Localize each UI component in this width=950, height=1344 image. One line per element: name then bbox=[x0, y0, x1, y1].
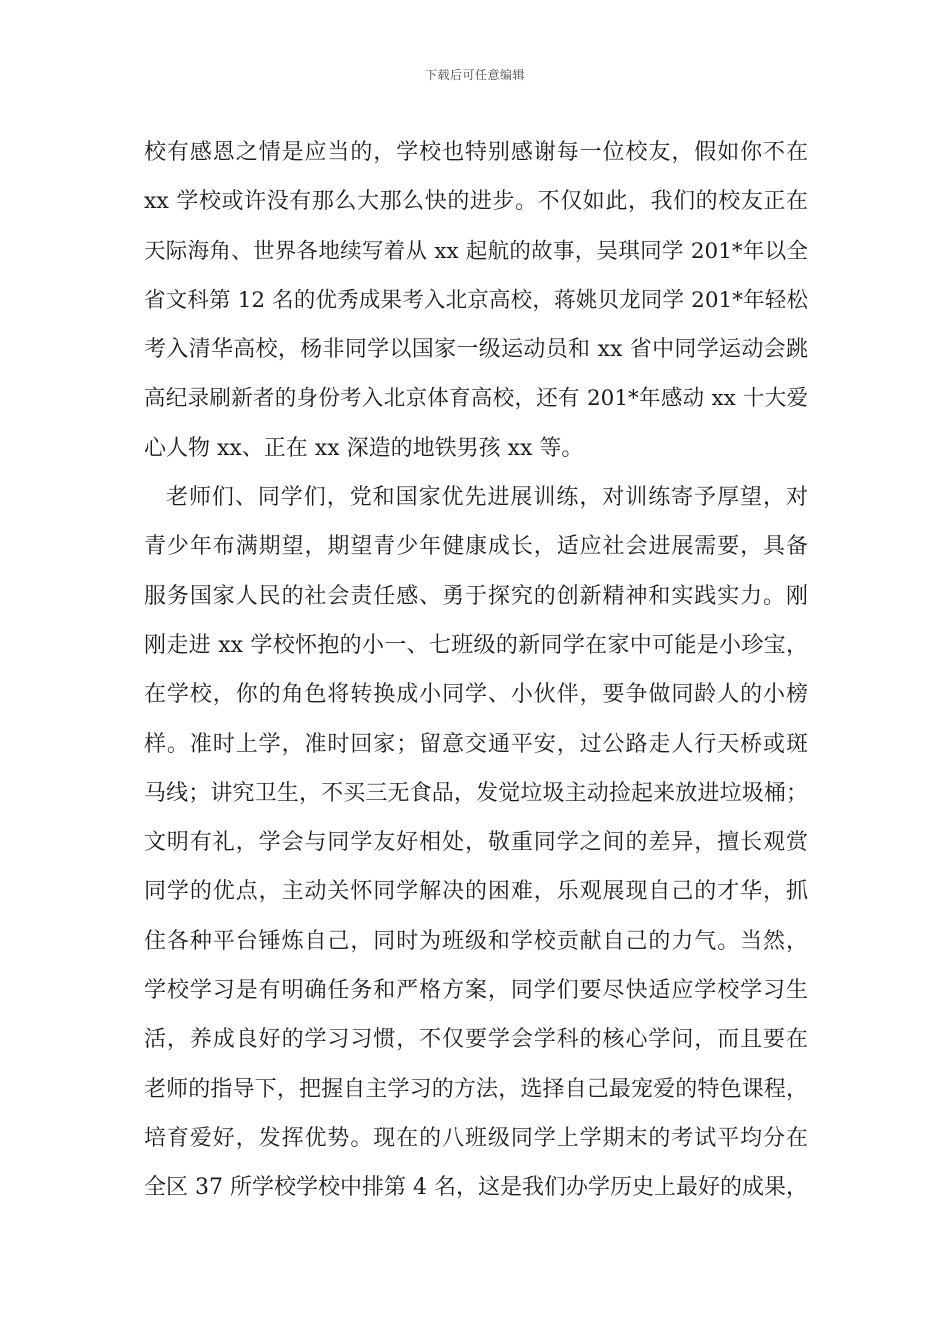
text-line: 培育爱好，发挥优势。现在的八班级同学上学期末的考试平均分在 bbox=[144, 1125, 808, 1151]
text-line: 心人物 xx、正在 xx 深造的地铁男孩 xx 等。 bbox=[144, 435, 584, 461]
text-line: 高纪录刷新者的身份考入北京体育高校，还有 201*年感动 xx 十大爱 bbox=[144, 386, 808, 412]
text-line: 住各种平台锤炼自己，同时为班级和学校贡献自己的力气。当然， bbox=[144, 928, 808, 954]
text-line: 文明有礼，学会与同学友好相处，敬重同学之间的差异，擅长观赏 bbox=[144, 830, 808, 856]
text-line: 学校学习是有明确任务和严格方案，同学们要尽快适应学校学习生 bbox=[144, 978, 808, 1004]
text-line: 样。准时上学，准时回家；留意交通平安，过公路走人行天桥或斑 bbox=[144, 731, 808, 757]
text-line: 天际海角、世界各地续写着从 xx 起航的故事，吴琪同学 201*年以全 bbox=[144, 238, 808, 264]
paragraph-1 bbox=[144, 128, 808, 473]
text-line: 刚走进 xx 学校怀抱的小一、七班级的新同学在家中可能是小珍宝， bbox=[144, 632, 808, 658]
text-line: 同学的优点，主动关怀同学解决的困难，乐观展现自己的才华，抓 bbox=[144, 879, 808, 905]
text-line: 全区 37 所学校学校中排第 4 名，这是我们办学历史上最好的成果， bbox=[144, 1175, 808, 1201]
text-line: 考入清华高校，杨非同学以国家一级运动员和 xx 省中同学运动会跳 bbox=[144, 337, 808, 363]
text-line: 活，养成良好的学习习惯，不仅要学会学科的核心学问，而且要在 bbox=[144, 1027, 808, 1053]
text-line: 马线；讲究卫生，不买三无食品，发觉垃圾主动捡起来放进垃圾桶； bbox=[144, 780, 808, 806]
text-line: 老师的指导下，把握自主学习的方法，选择自己最宠爱的特色课程， bbox=[144, 1076, 808, 1102]
text-line: 省文科第 12 名的优秀成果考入北京高校，蒋姚贝龙同学 201*年轻松 bbox=[144, 287, 808, 313]
text-line: 老师们、同学们，党和国家优先进展训练，对训练寄予厚望，对 bbox=[166, 485, 808, 511]
page-header: 下载后可任意编辑 bbox=[424, 68, 525, 82]
text-line: 校有感恩之情是应当的，学校也特别感谢每一位校友，假如你不在 bbox=[144, 140, 808, 165]
text-line: 青少年布满期望，期望青少年健康成长，适应社会进展需要，具备 bbox=[144, 534, 808, 560]
document-body bbox=[144, 128, 808, 1213]
text-line: xx 学校或许没有那么大那么快的进步。不仅如此，我们的校友正在 bbox=[144, 189, 808, 215]
text-line: 服务国家人民的社会责任感、勇于探究的创新精神和实践实力。刚 bbox=[144, 583, 808, 609]
paragraph-2 bbox=[144, 473, 808, 1212]
text-line: 在学校，你的角色将转换成小同学、小伙伴，要争做同龄人的小榜 bbox=[144, 682, 808, 708]
